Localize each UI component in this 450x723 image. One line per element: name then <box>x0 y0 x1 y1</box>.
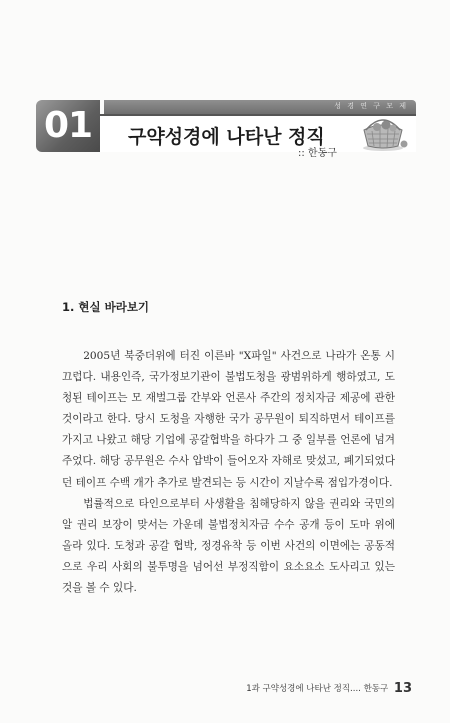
chapter-number-badge: 01 <box>36 100 100 152</box>
page-footer <box>246 681 412 696</box>
paragraph: 2005년 북중더위에 터진 이른바 "X파일" 사건으로 나라가 온통 시끄럽다. 내용인즉, 국가정보기관이 불법도청을 광범위하게 행하였고, 도청된 테이프는 모 재벌그룹 간부와 언론사 주간의 정치자금 제공에 관한 것이라고 한다. 당시 도청을 자행한 국가 공무원이 퇴직하면서 테이프를 가지고 나왔고 해당 기업에 공갈협박을 하다가 그 중 일부를 언론에 넘겨주었다. 해당 공무원은 수사 압박이 들어오자 자해로 맞섰고, 폐기되었다던 테이프 수백 개가 추가로 발견되는 등 시간이 지날수록 점입가경이다. <box>62 350 395 489</box>
paragraph: 법률적으로 타인으로부터 사생활을 침해당하지 않을 권리와 국민의 알 권리 보장이 맞서는 가운데 불법정치자금 수수 공개 등이 도마 위에 올라 있다. 도청과 공갈 협박, 정경유착 등 이번 사건의 이면에는 공동적으로 우리 사회의 불투명을 넘어선 부정직함이 요소요소 도사리고 있는 것을 볼 수 있다. <box>62 497 395 595</box>
author-name: :: 한동구 <box>298 148 337 159</box>
series-label: 성 경 연 구 모 제 <box>334 102 408 110</box>
basket-icon <box>358 114 408 152</box>
page-number: 13 <box>393 681 412 696</box>
body-text <box>62 346 395 599</box>
running-title: 1과 구약성경에 나타난 정직.... 한동구 <box>246 684 389 694</box>
chapter-header <box>36 100 416 159</box>
chapter-title: 구약성경에 나타난 정직 <box>128 126 325 148</box>
series-strip <box>104 100 416 114</box>
section-heading: 1. 현실 바라보기 <box>62 300 150 314</box>
